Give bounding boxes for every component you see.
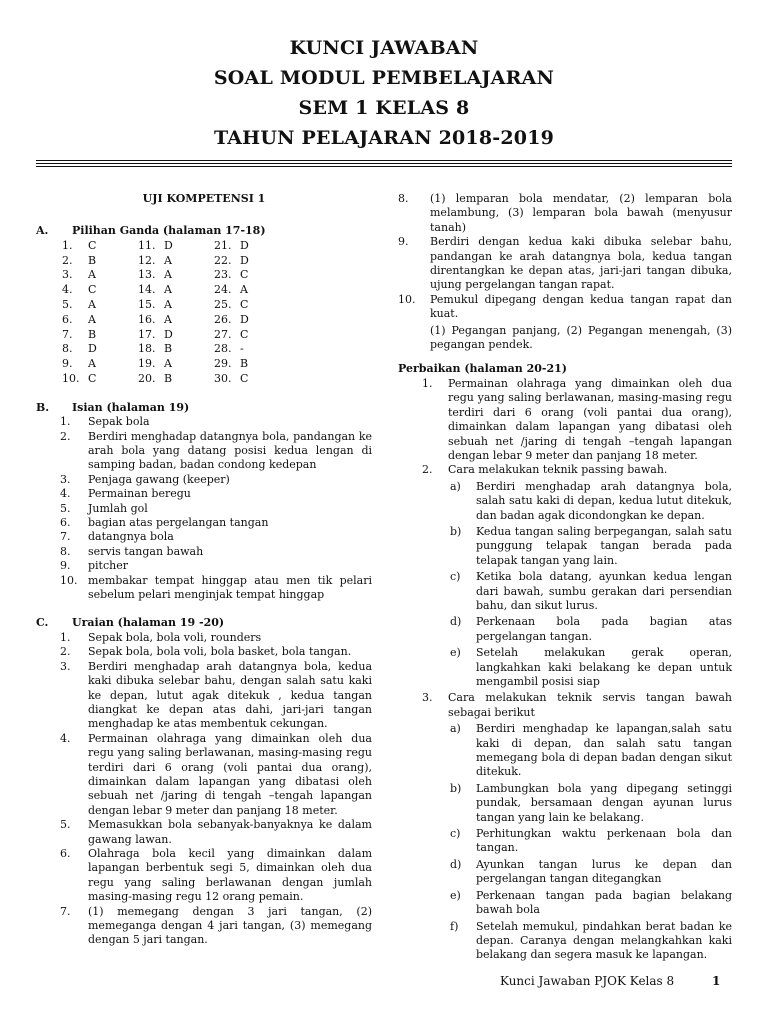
perbaikan-item (398, 691, 732, 720)
item-text: (1) memegang dengan 3 jari tangan, (2) memeganga dengan 4 jari tangan, (3) memegang dengan 5 jari tangan. (88, 904, 372, 947)
item-text: servis tangan bawah (88, 544, 204, 558)
isian-item (36, 415, 372, 429)
answer-row (62, 298, 372, 313)
answer-letter: D (88, 342, 97, 356)
sub-step (398, 615, 732, 644)
sub-step (398, 858, 732, 887)
item-text: Berdiri menghadap ke lapangan,salah satu kaki di depan, dan salah satu tangan memegang bola di depan badan dengan sikut ditekuk. (476, 722, 732, 779)
item-text: Permainan olahraga yang dimainkan oleh dua regu yang saling berlawanan, masing-masing regu terdiri dari 6 orang (voli pantai dua orang), dimainkan dalam lapangan yang dibatasi oleh sebuah net /jaring di tengah –tengah lapangan dengan lebar 9 meter dan panjang 18 meter. (448, 376, 732, 462)
question-number: 30. (214, 371, 232, 385)
question-number: 18. (138, 342, 156, 356)
question-number: 22. (214, 253, 232, 267)
item-number: e) (450, 888, 461, 902)
isian-item (36, 516, 372, 530)
answer-letter: A (164, 357, 172, 371)
answer-letter: C (88, 371, 97, 385)
section-title: UJI KOMPETENSI 1 (142, 192, 266, 205)
answer-row (62, 357, 372, 372)
question-number: 6. (62, 312, 73, 326)
uraian-item (36, 732, 372, 818)
answer-letter: A (88, 312, 96, 326)
item-number: 9. (398, 235, 409, 249)
answer-cell (62, 268, 138, 282)
item-text: Perhitungkan waktu perkenaan bola dan tangan. (476, 827, 732, 855)
answer-letter: A (164, 312, 172, 326)
header-line-4: TAHUN PELAJARAN 2018-2019 (213, 127, 555, 149)
isian-item (36, 559, 372, 573)
sub-step (398, 646, 732, 689)
answer-cell (214, 254, 290, 268)
item-number: b) (450, 781, 462, 795)
answer-cell (62, 342, 138, 356)
section-title: Pilihan Ganda (halaman 17-18) (72, 224, 266, 238)
answer-cell (138, 283, 214, 297)
item-number: 9. (60, 559, 71, 573)
item-text: Berdiri menghadap datangnya bola, pandangan ke arah bola yang datang posisi kedua lengan di samping badan, badan condong kedepan (88, 429, 372, 472)
item-number: 4. (60, 487, 71, 501)
item-text: Lambungkan bola yang dipegang setinggi pundak, bersamaan dengan ayunan lurus tangan yang lain ke belakang. (476, 781, 732, 824)
item-number: a) (450, 722, 461, 736)
question-number: 3. (62, 268, 73, 282)
answer-cell (214, 328, 290, 342)
uraian-item (36, 660, 372, 732)
isian-item (36, 502, 372, 516)
uraian-item (36, 847, 372, 905)
item-number: 10. (60, 573, 78, 587)
answer-cell (138, 298, 214, 312)
answer-cell (62, 372, 138, 386)
page-number: 1 (712, 974, 721, 988)
isian-item (36, 530, 372, 544)
question-number: 23. (214, 268, 232, 282)
item-number: d) (450, 615, 462, 629)
header-rule-3 (36, 166, 732, 167)
sub-step (398, 570, 732, 613)
answer-row (62, 342, 372, 357)
isian-item (36, 487, 372, 501)
answer-letter: A (164, 298, 172, 311)
left-column (36, 192, 372, 948)
question-number: 28. (214, 342, 232, 356)
question-number: 26. (214, 312, 232, 326)
item-number: 2. (60, 645, 71, 659)
sub-step (398, 782, 732, 825)
item-number: 8. (398, 192, 409, 205)
question-number: 1. (62, 238, 73, 252)
item-number: 5. (60, 501, 71, 515)
item-text: Permainan olahraga yang dimainkan oleh dua regu yang saling berlawanan, masing-masing regu terdiri dari 6 orang (voli pantai dua orang), dimainkan dalam lapangan yang dibatasi oleh sebuah net /jaring di tengah –tengah lapangan dengan lebar 9 meter dan panjang 18 meter. (88, 731, 372, 817)
item-text: Jumlah gol (88, 501, 148, 515)
item-text: Cara melakukan teknik passing bawah. (448, 463, 668, 477)
question-number: 8. (62, 342, 73, 356)
passing-steps (398, 480, 732, 690)
section-c-heading (36, 616, 372, 630)
item-number: 1. (60, 415, 71, 429)
item-text: Perkenaan tangan pada bagian belakang bawah bola (476, 888, 732, 917)
answer-letter: A (88, 357, 96, 371)
isian-list (36, 415, 372, 602)
answer-letter: C (240, 268, 249, 282)
question-number: 14. (138, 283, 156, 297)
answer-cell (62, 298, 138, 312)
item-text: Sepak bola (88, 415, 150, 429)
answer-letter: D (164, 327, 173, 341)
answer-letter: B (88, 253, 97, 267)
item-text: Sepak bola, bola voli, rounders (88, 630, 262, 644)
item-number: f) (450, 919, 459, 933)
question-number: 13. (138, 268, 156, 282)
uraian-list (36, 631, 372, 948)
question-number: 4. (62, 283, 73, 297)
answer-letter: D (240, 312, 249, 326)
uraian-item (36, 905, 372, 948)
answer-letter: C (240, 371, 249, 385)
item-number: 2. (422, 463, 433, 477)
answer-row (62, 328, 372, 343)
isian-item (36, 430, 372, 473)
item-text: Memasukkan bola sebanyak-banyaknya ke dalam gawang lawan. (88, 818, 372, 846)
item-text: datangnya bola (88, 530, 174, 544)
answer-cell (214, 283, 290, 297)
item-number: 7. (60, 530, 71, 544)
answer-letter: A (164, 253, 172, 267)
answer-cell (138, 239, 214, 253)
answer-cell (214, 357, 290, 371)
sub-step (398, 889, 732, 918)
header-line-1: KUNCI JAWABAN (289, 37, 479, 59)
sub-step (398, 480, 732, 523)
isian-item (36, 545, 372, 559)
answer-letter: C (240, 298, 249, 311)
item-number: 6. (60, 846, 71, 860)
question-number: 10. (62, 371, 80, 385)
header-rule-2 (36, 163, 732, 164)
item-text: Setelah melakukan gerak operan, langkahkan kaki belakang ke depan untuk mengambil posisi siap (476, 646, 732, 688)
answer-letter: C (88, 283, 97, 297)
item-number: 5. (60, 818, 71, 832)
question-number: 29. (214, 357, 232, 371)
answer-cell (62, 328, 138, 342)
answer-letter: D (164, 238, 173, 252)
question-number: 27. (214, 327, 232, 341)
item-number: 6. (60, 516, 71, 530)
item-text: Permainan beregu (88, 487, 191, 501)
item-text: membakar tempat hinggap atau men tik pelari sebelum pelari menginjak tempat hinggap (88, 573, 372, 602)
item-number: e) (450, 646, 461, 660)
item-number: d) (450, 857, 462, 871)
answer-letter: B (164, 342, 173, 356)
answer-letter: B (88, 327, 97, 341)
answer-cell (138, 372, 214, 386)
item-number: 8. (60, 544, 71, 558)
question-number: 16. (138, 312, 156, 326)
uraian-item (36, 818, 372, 847)
section-letter: A. (36, 224, 49, 238)
item-text: Ketika bola datang, ayunkan kedua lengan dari bawah, sumbu gerakan dari persendian bahu, dan sikut lurus. (476, 570, 732, 612)
item-number: c) (450, 827, 461, 841)
uraian-item (36, 631, 372, 645)
section-a-heading (36, 224, 372, 238)
answer-letter: B (164, 371, 173, 385)
question-number: 19. (138, 357, 156, 371)
item-text: Perkenaan bola pada bagian atas pergelangan tangan. (476, 615, 732, 643)
answer-letter: A (240, 283, 248, 297)
document-header (0, 33, 768, 153)
question-number: 15. (138, 298, 156, 311)
item-text: Pemukul dipegang dengan kedua tangan rapat dan kuat. (430, 292, 732, 321)
answer-cell (214, 268, 290, 282)
header-line-2: SOAL MODUL PEMBELAJARAN (213, 67, 555, 89)
section-title: Isian (halaman 19) (72, 400, 190, 414)
question-number: 7. (62, 327, 73, 341)
item-text: bagian atas pergelangan tangan (88, 516, 269, 530)
answer-letter: C (88, 238, 97, 252)
isian-item (36, 473, 372, 487)
answer-letter: A (88, 298, 96, 311)
item-text-continued: (1) Pegangan panjang, (2) Pegangan menengah, (3) pegangan pendek. (430, 323, 732, 352)
page-footer (500, 974, 721, 988)
perbaikan-item (398, 463, 732, 477)
item-number: a) (450, 479, 461, 493)
item-number: 3. (422, 691, 433, 705)
answer-letter: - (240, 342, 244, 356)
answer-cell (62, 357, 138, 371)
answer-cell (138, 328, 214, 342)
item-text: Ayunkan tangan lurus ke depan dan pergelangan tangan ditegangkan (476, 857, 732, 886)
item-text: Cara melakukan teknik servis tangan bawah sebagai berikut (448, 691, 732, 719)
right-column (398, 192, 732, 963)
item-text: Berdiri menghadap arah datangnya bola, salah satu kaki di depan, kedua lutut ditekuk, dan badan agak dicondongkan ke depan. (476, 479, 732, 522)
answer-letter: B (240, 357, 249, 371)
section-title: Uraian (halaman 19 -20) (72, 616, 225, 630)
answer-row (62, 283, 372, 298)
question-number: 9. (62, 357, 73, 371)
answer-cell (138, 254, 214, 268)
item-number: 7. (60, 904, 71, 918)
multiple-choice-grid (36, 239, 372, 387)
question-number: 12. (138, 253, 156, 267)
answer-cell (138, 342, 214, 356)
item-text: (1) lemparan bola mendatar, (2) lemparan bola melambung, (3) lemparan bola bawah (menyusur tanah) (430, 192, 732, 234)
answer-letter: A (164, 268, 172, 282)
item-number: 3. (60, 659, 71, 673)
sub-step (398, 722, 732, 780)
item-text: Olahraga bola kecil yang dimainkan dalam lapangan berbentuk segi 5, dimainkan oleh dua regu yang saling berlawanan dengan jumlah masing-masing regu 12 orang pemain. (88, 846, 372, 904)
uraian-item (36, 645, 372, 659)
header-rule-1 (36, 160, 732, 161)
question-number: 17. (138, 327, 156, 341)
servis-steps (398, 722, 732, 963)
item-text: pitcher (88, 559, 128, 573)
answer-cell (214, 372, 290, 386)
answer-cell (214, 342, 290, 356)
answer-letter: D (240, 253, 249, 267)
answer-cell (62, 239, 138, 253)
item-text: Kedua tangan saling berpegangan, salah satu punggung telapak tangan berada pada telapak tangan yang lain. (476, 524, 732, 567)
item-number: 4. (60, 731, 71, 745)
answer-cell (138, 357, 214, 371)
answer-cell (138, 268, 214, 282)
question-number: 11. (138, 238, 156, 252)
answer-letter: A (88, 268, 96, 282)
item-number: 1. (60, 630, 71, 644)
question-number: 21. (214, 238, 232, 252)
perbaikan-heading: Perbaikan (halaman 20-21) (398, 362, 567, 376)
item-text: Berdiri menghadap arah datangnya bola, kedua kaki dibuka selebar bahu, dengan salah satu kaki ke depan, lutut agak ditekuk , kedua tangan diangkat ke depan atas dahi, jari-jari tangan menghadap ke atas membentuk cekungan. (88, 659, 372, 731)
section-b-heading (36, 401, 372, 415)
sub-step (398, 525, 732, 568)
question-number: 25. (214, 298, 232, 311)
item-text: Setelah memukul, pindahkan berat badan ke depan. Caranya dengan melangkahkan kaki belakang dan segera masuk ke lapangan. (476, 919, 732, 962)
section-letter: B. (36, 400, 50, 414)
item-text: Penjaga gawang (keeper) (88, 472, 230, 486)
answer-item (398, 293, 732, 353)
item-number: 10. (398, 292, 416, 306)
answer-letter: D (240, 238, 249, 252)
answer-item (398, 235, 732, 293)
answer-row (62, 372, 372, 387)
answer-letter: A (164, 283, 172, 297)
answer-item (398, 192, 732, 235)
answer-cell (62, 254, 138, 268)
answer-row (62, 268, 372, 283)
answer-cell (62, 313, 138, 327)
answer-row (62, 254, 372, 269)
item-number: 2. (60, 429, 71, 443)
answer-cell (62, 283, 138, 297)
item-text: Sepak bola, bola voli, bola basket, bola tangan. (88, 645, 352, 659)
question-number: 20. (138, 371, 156, 385)
section-letter: C. (36, 616, 49, 630)
answer-cell (138, 313, 214, 327)
answer-cell (214, 239, 290, 253)
question-number: 24. (214, 283, 232, 297)
item-number: 1. (422, 376, 433, 390)
footer-text: Kunci Jawaban PJOK Kelas 8 (500, 974, 675, 988)
isian-item (36, 574, 372, 603)
header-line-3: SEM 1 KELAS 8 (298, 97, 470, 119)
item-number: b) (450, 524, 462, 538)
answer-letter: C (240, 327, 249, 341)
answer-cell (214, 313, 290, 327)
item-number: c) (450, 570, 461, 584)
perbaikan-item (398, 377, 732, 463)
answer-row (62, 313, 372, 328)
question-number: 2. (62, 253, 73, 267)
answer-row (62, 239, 372, 254)
sub-step (398, 827, 732, 856)
answer-cell (214, 298, 290, 312)
item-text: Berdiri dengan kedua kaki dibuka selebar bahu, pandangan ke arah datangnya bola, kedua tangan direntangkan ke depan atas, jari-jari tangan dibuka, ujung pergelangan tangan rapat. (430, 235, 732, 292)
sub-step (398, 920, 732, 963)
item-number: 3. (60, 472, 71, 486)
question-number: 5. (62, 298, 73, 311)
